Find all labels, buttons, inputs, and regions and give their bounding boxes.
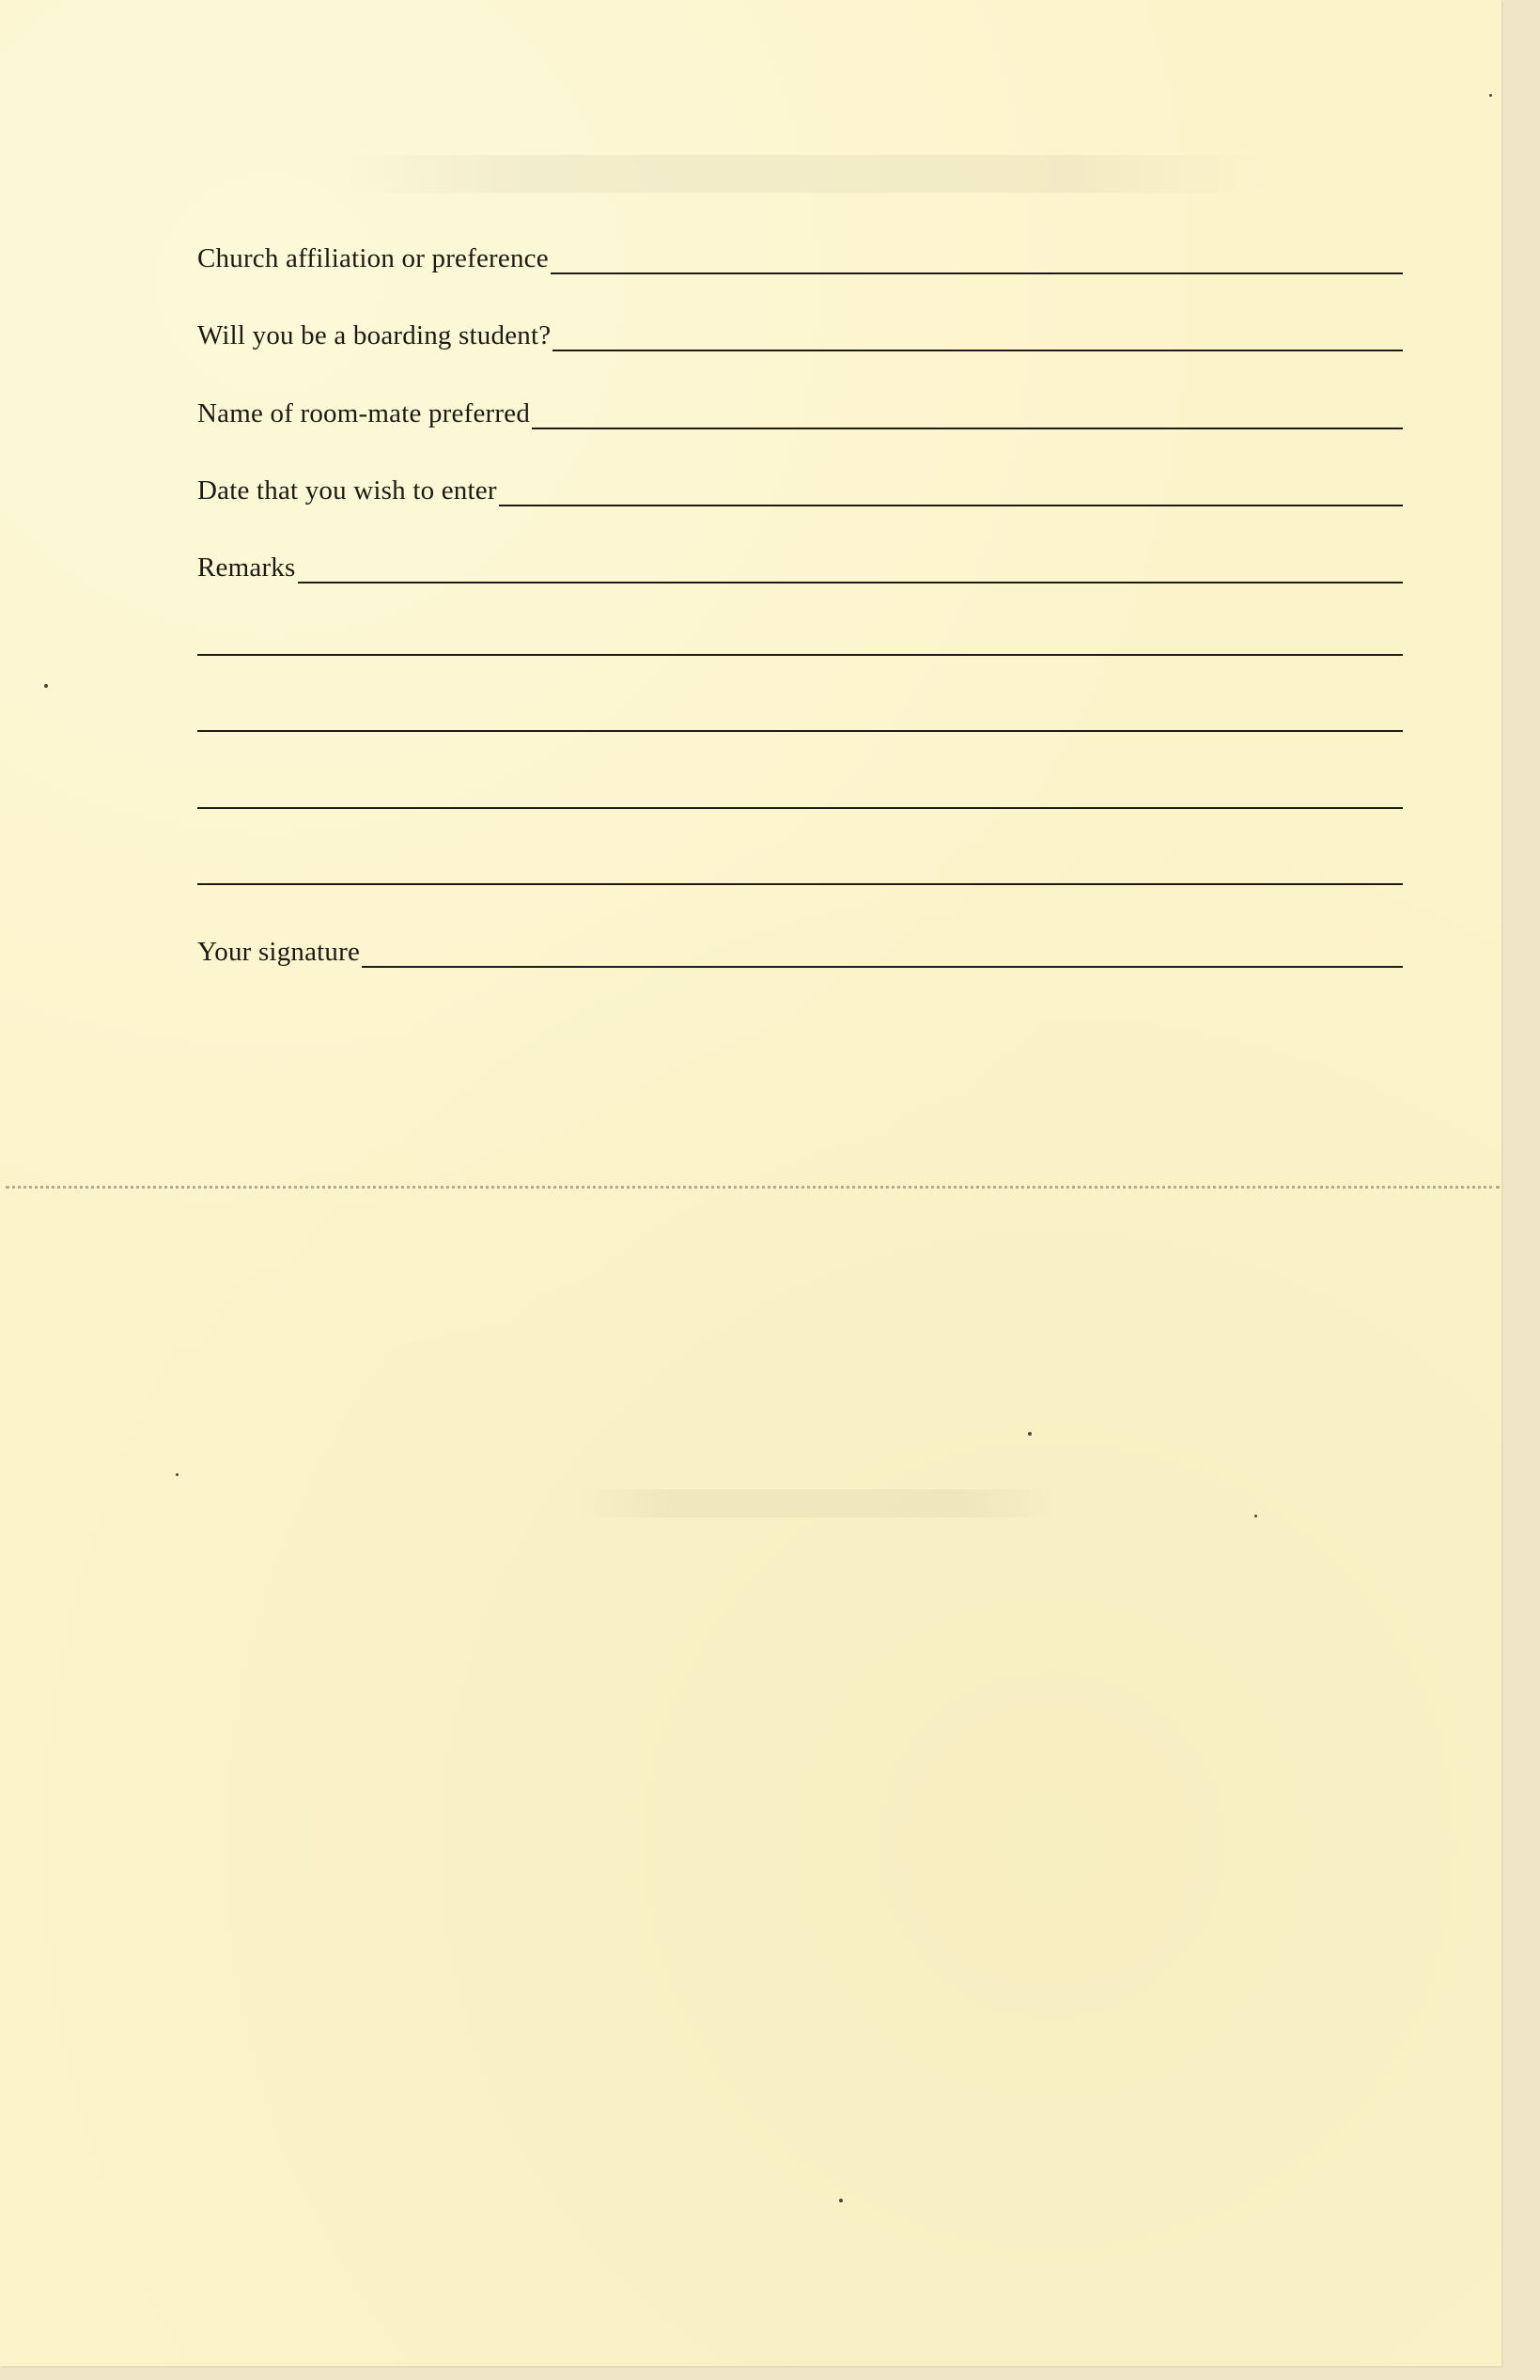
church-affiliation-label: Church affiliation or preference: [197, 243, 549, 273]
signature-label: Your signature: [197, 937, 361, 967]
paper-speck: [176, 1473, 179, 1476]
remarks-line[interactable]: [298, 582, 1404, 583]
enter-date-line[interactable]: [499, 505, 1403, 506]
remarks-blank-line[interactable]: [197, 883, 1403, 885]
room-mate-line[interactable]: [532, 428, 1403, 429]
enter-date-label: Date that you wish to enter: [197, 475, 497, 506]
boarding-student-field[interactable]: [197, 314, 1403, 351]
remarks-blank-line[interactable]: [197, 807, 1403, 809]
remarks-blank-line[interactable]: [197, 654, 1403, 656]
paper-speck: [1254, 1515, 1257, 1517]
paper-speck: [1028, 1432, 1032, 1436]
remarks-label: Remarks: [197, 552, 296, 583]
room-mate-label: Name of room-mate preferred: [197, 398, 531, 428]
remarks-blank-line[interactable]: [197, 730, 1403, 732]
bleed-through-heading: [329, 155, 1268, 193]
boarding-student-line[interactable]: [552, 350, 1403, 351]
bleed-through-block-lower: [573, 1489, 1062, 1517]
tear-off-perforation: [6, 1186, 1500, 1189]
room-mate-field[interactable]: [197, 392, 1403, 429]
paper-speck: [839, 2199, 843, 2202]
signature-field[interactable]: [197, 930, 1403, 968]
enter-date-field[interactable]: [197, 469, 1403, 506]
boarding-student-label: Will you be a boarding student?: [197, 320, 552, 350]
paper-speck: [44, 684, 48, 688]
remarks-field[interactable]: [197, 546, 1403, 583]
signature-line[interactable]: [362, 966, 1403, 968]
paper-speck: [1489, 94, 1492, 97]
church-affiliation-line[interactable]: [551, 272, 1403, 274]
church-affiliation-field[interactable]: [197, 237, 1403, 274]
